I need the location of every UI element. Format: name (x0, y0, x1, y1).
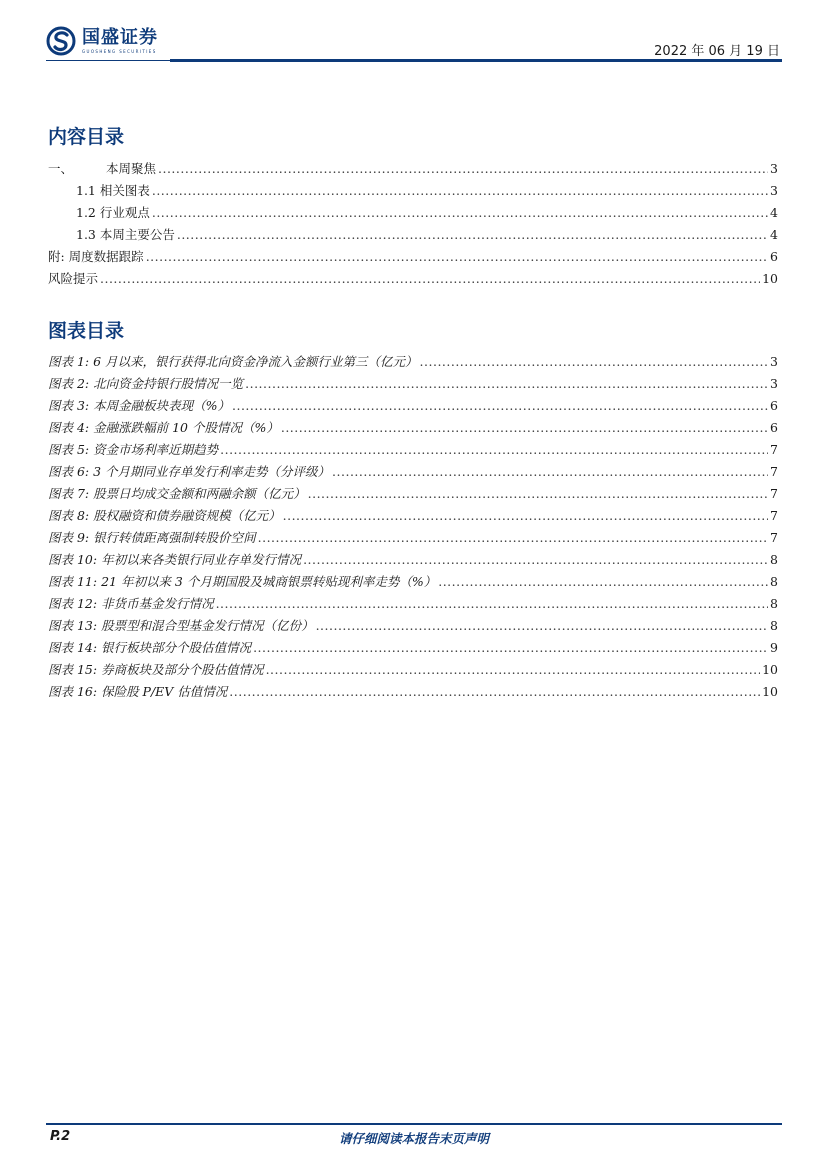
figure-item-label: 图表 8: 股权融资和债券融资规模（亿元） (48, 508, 281, 523)
figure-item[interactable] (48, 461, 778, 483)
figure-item[interactable] (48, 593, 778, 615)
figure-item-label: 图表 5: 资金市场利率近期趋势 (48, 442, 219, 457)
figure-item-page: 8 (770, 596, 778, 611)
company-logo (46, 26, 158, 56)
figure-item-page: 7 (770, 486, 778, 501)
toc-item[interactable] (48, 180, 778, 202)
figure-item[interactable] (48, 373, 778, 395)
figure-item-label: 图表 12: 非货币基金发行情况 (48, 596, 214, 611)
figure-item-page: 8 (770, 618, 778, 633)
leader-dots (258, 527, 768, 549)
figure-item-page: 7 (770, 508, 778, 523)
figure-item-label: 图表 15: 券商板块及部分个股估值情况 (48, 662, 264, 677)
toc-item-page: 10 (762, 271, 778, 286)
toc-item[interactable] (48, 224, 778, 246)
header-divider (170, 59, 782, 62)
leader-dots (232, 395, 768, 417)
figure-item[interactable] (48, 549, 778, 571)
leader-dots (152, 180, 768, 202)
leader-dots (308, 483, 768, 505)
figure-item[interactable] (48, 637, 778, 659)
figure-item-page: 6 (770, 420, 778, 435)
figures-list (48, 351, 778, 703)
footer-divider (46, 1123, 782, 1125)
toc-item-page: 4 (770, 227, 778, 242)
figure-item-label: 图表 13: 股票型和混合型基金发行情况（亿份） (48, 618, 314, 633)
figure-item-label: 图表 11: 21 年初以来 3 个月期国股及城商银票转贴现利率走势（%） (48, 574, 437, 589)
figure-item[interactable] (48, 505, 778, 527)
figure-item[interactable] (48, 527, 778, 549)
leader-dots (216, 593, 768, 615)
figure-item-label: 图表 3: 本周金融板块表现（%） (48, 398, 230, 413)
figure-item-page: 7 (770, 530, 778, 545)
leader-dots (332, 461, 768, 483)
report-date: 2022 年 06 月 19 日 (654, 44, 780, 59)
toc-item-number: 一、 (48, 161, 74, 176)
leader-dots (303, 549, 768, 571)
leader-dots (283, 505, 768, 527)
leader-dots (281, 417, 768, 439)
leader-dots (220, 439, 768, 461)
logo-chinese-name: 国盛证券 (82, 27, 158, 48)
toc-item[interactable] (48, 246, 778, 268)
figure-item[interactable] (48, 439, 778, 461)
guosheng-logo-icon (46, 26, 76, 56)
figure-item[interactable] (48, 571, 778, 593)
figure-item-page: 6 (770, 398, 778, 413)
toc-item-label: 本周聚焦 (106, 161, 157, 176)
figures-title: 图表目录 (48, 320, 125, 342)
leader-dots (146, 246, 768, 268)
toc-item-page: 4 (770, 205, 778, 220)
figure-item-page: 10 (762, 684, 778, 699)
leader-dots (100, 268, 760, 290)
figure-item-label: 图表 9: 银行转债距离强制转股价空间 (48, 530, 256, 545)
figure-item-page: 10 (762, 662, 778, 677)
leader-dots (438, 571, 768, 593)
toc-item-label: 1.1 相关图表 (76, 183, 150, 198)
figure-item-page: 3 (770, 376, 778, 391)
toc-item-page: 6 (770, 249, 778, 264)
figure-item-page: 7 (770, 464, 778, 479)
figure-item-label: 图表 7: 股票日均成交金额和两融余额（亿元） (48, 486, 306, 501)
figure-item-label: 图表 2: 北向资金持银行股情况一览 (48, 376, 244, 391)
figure-item-label: 图表 10: 年初以来各类银行同业存单发行情况 (48, 552, 302, 567)
figure-item-label: 图表 4: 金融涨跌幅前 10 个股情况（%） (48, 420, 279, 435)
figure-item-page: 3 (770, 354, 778, 369)
figure-item[interactable] (48, 395, 778, 417)
contents-title: 内容目录 (48, 126, 125, 148)
toc-item[interactable] (48, 268, 778, 290)
leader-dots (152, 202, 768, 224)
leader-dots (316, 615, 768, 637)
leader-dots (229, 681, 760, 703)
contents-list (48, 158, 778, 290)
toc-item-label: 风险提示 (48, 271, 99, 286)
figure-item-label: 图表 6: 3 个月期同业存单发行利率走势（分评级） (48, 464, 331, 479)
disclaimer-note: 请仔细阅读本报告末页声明 (338, 1131, 489, 1146)
page-footer (46, 1123, 782, 1153)
leader-dots (158, 158, 768, 180)
toc-item-label: 附: 周度数据跟踪 (48, 249, 144, 264)
leader-dots (266, 659, 761, 681)
leader-dots (177, 224, 768, 246)
figure-item[interactable] (48, 351, 778, 373)
toc-item-label: 1.3 本周主要公告 (76, 227, 175, 242)
page-header (46, 24, 782, 64)
figure-item-label: 图表 14: 银行板块部分个股估值情况 (48, 640, 252, 655)
figure-item-label: 图表 16: 保险股 P/EV 估值情况 (48, 684, 228, 699)
figure-item-label: 图表 1: 6 月以来，银行获得北向资金净流入金额行业第三（亿元） (48, 354, 418, 369)
figure-item[interactable] (48, 417, 778, 439)
toc-item-page: 3 (770, 183, 778, 198)
figure-item[interactable] (48, 483, 778, 505)
figure-item[interactable] (48, 659, 778, 681)
leader-dots (420, 351, 769, 373)
toc-item-page: 3 (770, 161, 778, 176)
figure-item-page: 9 (770, 640, 778, 655)
toc-item-label: 1.2 行业观点 (76, 205, 150, 220)
toc-item[interactable] (48, 202, 778, 224)
figure-item[interactable] (48, 681, 778, 703)
figure-item-page: 8 (770, 574, 778, 589)
leader-dots (245, 373, 768, 395)
page-number: P.2 (50, 1129, 71, 1144)
logo-english-name: GUOSHENG SECURITIES (82, 49, 157, 54)
figure-item-page: 7 (770, 442, 778, 457)
figure-item-page: 8 (770, 552, 778, 567)
figure-item[interactable] (48, 615, 778, 637)
leader-dots (253, 637, 768, 659)
toc-item[interactable] (48, 158, 778, 180)
